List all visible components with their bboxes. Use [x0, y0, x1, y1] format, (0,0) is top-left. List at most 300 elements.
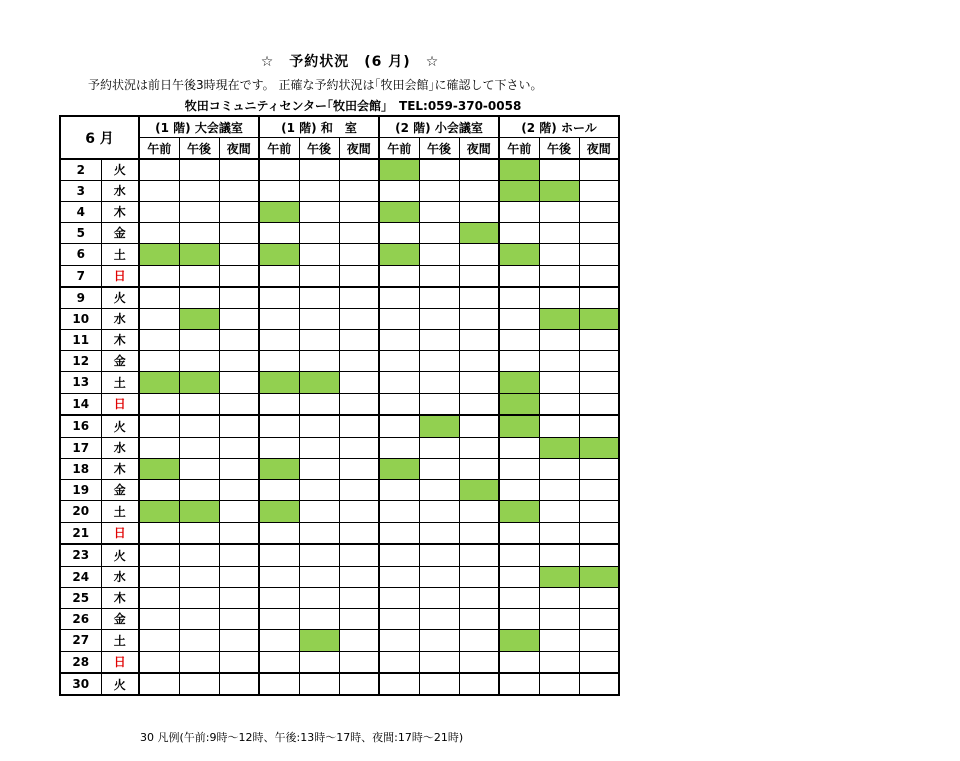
free-slot-cell: [459, 587, 499, 608]
free-slot-cell: [299, 608, 339, 629]
free-slot-cell: [259, 651, 299, 673]
free-slot-cell: [139, 222, 179, 243]
table-row: [60, 608, 619, 629]
booked-slot-cell: [499, 393, 539, 415]
booked-slot-cell: [139, 458, 179, 479]
free-slot-cell: [339, 308, 379, 329]
date-cell: 17: [60, 437, 101, 458]
free-slot-cell: [299, 329, 339, 350]
free-slot-cell: [339, 159, 379, 180]
free-slot-cell: [539, 350, 579, 371]
free-slot-cell: [219, 566, 259, 587]
free-slot-cell: [339, 479, 379, 500]
free-slot-cell: [339, 587, 379, 608]
free-slot-cell: [419, 180, 459, 201]
booked-slot-cell: [499, 243, 539, 265]
free-slot-cell: [219, 243, 259, 265]
free-slot-cell: [139, 159, 179, 180]
free-slot-cell: [219, 587, 259, 608]
free-slot-cell: [259, 329, 299, 350]
free-slot-cell: [179, 651, 219, 673]
free-slot-cell: [539, 544, 579, 566]
booked-slot-cell: [179, 371, 219, 393]
free-slot-cell: [459, 651, 499, 673]
free-slot-cell: [259, 308, 299, 329]
free-slot-cell: [579, 265, 619, 287]
free-slot-cell: [459, 500, 499, 522]
free-slot-cell: [339, 544, 379, 566]
booked-slot-cell: [259, 371, 299, 393]
slot-header-morning: 午前: [139, 138, 179, 160]
free-slot-cell: [379, 629, 419, 651]
free-slot-cell: [579, 371, 619, 393]
table-row: [60, 265, 619, 287]
booked-slot-cell: [259, 500, 299, 522]
table-row: [60, 500, 619, 522]
booked-slot-cell: [139, 371, 179, 393]
slot-header-night: 夜間: [219, 138, 259, 160]
free-slot-cell: [419, 371, 459, 393]
free-slot-cell: [179, 393, 219, 415]
table-row: [60, 522, 619, 544]
free-slot-cell: [219, 415, 259, 437]
free-slot-cell: [339, 651, 379, 673]
weekday-cell: 金: [101, 350, 139, 371]
booked-slot-cell: [179, 243, 219, 265]
free-slot-cell: [339, 201, 379, 222]
free-slot-cell: [299, 651, 339, 673]
free-slot-cell: [299, 587, 339, 608]
table-row: [60, 243, 619, 265]
free-slot-cell: [219, 479, 259, 500]
free-slot-cell: [339, 371, 379, 393]
date-cell: 10: [60, 308, 101, 329]
free-slot-cell: [339, 287, 379, 308]
free-slot-cell: [219, 222, 259, 243]
free-slot-cell: [179, 587, 219, 608]
free-slot-cell: [179, 629, 219, 651]
weekday-cell: 日: [101, 393, 139, 415]
free-slot-cell: [259, 287, 299, 308]
free-slot-cell: [419, 437, 459, 458]
free-slot-cell: [139, 544, 179, 566]
free-slot-cell: [499, 350, 539, 371]
slot-header-night: 夜間: [579, 138, 619, 160]
free-slot-cell: [219, 287, 259, 308]
free-slot-cell: [219, 544, 259, 566]
weekday-cell: 火: [101, 287, 139, 308]
free-slot-cell: [539, 651, 579, 673]
weekday-cell: 木: [101, 458, 139, 479]
free-slot-cell: [139, 651, 179, 673]
free-slot-cell: [339, 629, 379, 651]
free-slot-cell: [179, 180, 219, 201]
free-slot-cell: [379, 393, 419, 415]
free-slot-cell: [539, 479, 579, 500]
table-row: [60, 587, 619, 608]
free-slot-cell: [539, 608, 579, 629]
table-row: [60, 308, 619, 329]
free-slot-cell: [579, 522, 619, 544]
free-slot-cell: [339, 608, 379, 629]
free-slot-cell: [179, 479, 219, 500]
slot-header-night: 夜間: [339, 138, 379, 160]
page-title: ☆ 予約状況 (6 月) ☆: [260, 54, 440, 70]
free-slot-cell: [179, 608, 219, 629]
booked-slot-cell: [539, 180, 579, 201]
free-slot-cell: [179, 544, 219, 566]
booked-slot-cell: [259, 458, 299, 479]
table-row: [60, 673, 619, 695]
free-slot-cell: [459, 329, 499, 350]
free-slot-cell: [499, 608, 539, 629]
free-slot-cell: [579, 243, 619, 265]
free-slot-cell: [259, 673, 299, 695]
free-slot-cell: [499, 437, 539, 458]
free-slot-cell: [139, 479, 179, 500]
free-slot-cell: [259, 350, 299, 371]
status-note: 予約状況は前日午後3時現在です。 正確な予約状況は｢牧田会館｣に確認して下さい。: [88, 78, 543, 92]
slot-header-morning: 午前: [379, 138, 419, 160]
room-header-japanese-room: (1 階) 和 室: [259, 116, 379, 138]
free-slot-cell: [379, 437, 419, 458]
month-header: 6 月: [60, 116, 139, 159]
schedule-body: [60, 159, 619, 695]
free-slot-cell: [179, 415, 219, 437]
booked-slot-cell: [179, 308, 219, 329]
free-slot-cell: [299, 222, 339, 243]
free-slot-cell: [219, 458, 259, 479]
free-slot-cell: [219, 201, 259, 222]
free-slot-cell: [339, 265, 379, 287]
weekday-cell: 火: [101, 673, 139, 695]
weekday-cell: 土: [101, 500, 139, 522]
free-slot-cell: [459, 458, 499, 479]
free-slot-cell: [459, 437, 499, 458]
weekday-cell: 水: [101, 308, 139, 329]
free-slot-cell: [419, 265, 459, 287]
free-slot-cell: [539, 222, 579, 243]
table-row: [60, 371, 619, 393]
booked-slot-cell: [259, 201, 299, 222]
free-slot-cell: [579, 458, 619, 479]
free-slot-cell: [499, 222, 539, 243]
free-slot-cell: [579, 651, 619, 673]
free-slot-cell: [379, 608, 419, 629]
free-slot-cell: [339, 329, 379, 350]
free-slot-cell: [299, 458, 339, 479]
room-header-hall: (2 階) ホール: [499, 116, 619, 138]
weekday-cell: 日: [101, 651, 139, 673]
date-cell: 25: [60, 587, 101, 608]
free-slot-cell: [379, 371, 419, 393]
free-slot-cell: [139, 522, 179, 544]
free-slot-cell: [579, 180, 619, 201]
free-slot-cell: [499, 651, 539, 673]
free-slot-cell: [299, 479, 339, 500]
free-slot-cell: [579, 415, 619, 437]
free-slot-cell: [219, 329, 259, 350]
free-slot-cell: [259, 159, 299, 180]
free-slot-cell: [219, 629, 259, 651]
free-slot-cell: [179, 673, 219, 695]
free-slot-cell: [259, 587, 299, 608]
free-slot-cell: [259, 479, 299, 500]
free-slot-cell: [419, 608, 459, 629]
free-slot-cell: [299, 522, 339, 544]
free-slot-cell: [539, 201, 579, 222]
free-slot-cell: [379, 479, 419, 500]
table-row: [60, 479, 619, 500]
free-slot-cell: [379, 500, 419, 522]
free-slot-cell: [579, 222, 619, 243]
free-slot-cell: [419, 222, 459, 243]
free-slot-cell: [299, 180, 339, 201]
table-row: [60, 329, 619, 350]
free-slot-cell: [219, 437, 259, 458]
free-slot-cell: [379, 287, 419, 308]
booked-slot-cell: [499, 629, 539, 651]
free-slot-cell: [259, 544, 299, 566]
free-slot-cell: [139, 437, 179, 458]
free-slot-cell: [459, 566, 499, 587]
room-header-large-hall: (1 階) 大会議室: [139, 116, 259, 138]
free-slot-cell: [219, 371, 259, 393]
table-row: [60, 566, 619, 587]
free-slot-cell: [379, 544, 419, 566]
booked-slot-cell: [499, 415, 539, 437]
free-slot-cell: [419, 159, 459, 180]
date-cell: 13: [60, 371, 101, 393]
free-slot-cell: [219, 393, 259, 415]
date-cell: 7: [60, 265, 101, 287]
free-slot-cell: [379, 651, 419, 673]
table-row: [60, 458, 619, 479]
free-slot-cell: [499, 458, 539, 479]
free-slot-cell: [499, 308, 539, 329]
free-slot-cell: [179, 458, 219, 479]
free-slot-cell: [379, 308, 419, 329]
weekday-cell: 火: [101, 544, 139, 566]
free-slot-cell: [299, 265, 339, 287]
free-slot-cell: [259, 393, 299, 415]
free-slot-cell: [419, 329, 459, 350]
free-slot-cell: [419, 651, 459, 673]
booked-slot-cell: [539, 437, 579, 458]
weekday-cell: 土: [101, 243, 139, 265]
free-slot-cell: [339, 350, 379, 371]
booked-slot-cell: [419, 415, 459, 437]
free-slot-cell: [339, 393, 379, 415]
free-slot-cell: [539, 393, 579, 415]
free-slot-cell: [299, 437, 339, 458]
weekday-cell: 木: [101, 329, 139, 350]
free-slot-cell: [579, 629, 619, 651]
free-slot-cell: [139, 629, 179, 651]
free-slot-cell: [539, 673, 579, 695]
weekday-cell: 日: [101, 522, 139, 544]
free-slot-cell: [459, 159, 499, 180]
free-slot-cell: [299, 308, 339, 329]
free-slot-cell: [299, 350, 339, 371]
free-slot-cell: [499, 522, 539, 544]
free-slot-cell: [459, 243, 499, 265]
free-slot-cell: [219, 673, 259, 695]
date-cell: 24: [60, 566, 101, 587]
date-cell: 11: [60, 329, 101, 350]
booked-slot-cell: [459, 479, 499, 500]
free-slot-cell: [299, 673, 339, 695]
free-slot-cell: [499, 479, 539, 500]
weekday-cell: 火: [101, 159, 139, 180]
free-slot-cell: [419, 566, 459, 587]
room-header-small-meeting-room: (2 階) 小会議室: [379, 116, 499, 138]
slot-header-afternoon: 午後: [419, 138, 459, 160]
free-slot-cell: [379, 587, 419, 608]
free-slot-cell: [459, 415, 499, 437]
free-slot-cell: [539, 500, 579, 522]
free-slot-cell: [219, 265, 259, 287]
free-slot-cell: [139, 415, 179, 437]
date-cell: 16: [60, 415, 101, 437]
booked-slot-cell: [379, 243, 419, 265]
weekday-cell: 水: [101, 437, 139, 458]
free-slot-cell: [299, 415, 339, 437]
free-slot-cell: [299, 287, 339, 308]
weekday-cell: 木: [101, 587, 139, 608]
legend-text: 30 凡例(午前:9時～12時、午後:13時～17時、夜間:17時～21時): [140, 731, 464, 744]
free-slot-cell: [259, 437, 299, 458]
free-slot-cell: [259, 265, 299, 287]
free-slot-cell: [339, 522, 379, 544]
free-slot-cell: [379, 415, 419, 437]
free-slot-cell: [299, 500, 339, 522]
free-slot-cell: [579, 544, 619, 566]
free-slot-cell: [139, 673, 179, 695]
date-cell: 19: [60, 479, 101, 500]
booked-slot-cell: [499, 500, 539, 522]
booked-slot-cell: [539, 308, 579, 329]
weekday-cell: 土: [101, 629, 139, 651]
slot-header-afternoon: 午後: [539, 138, 579, 160]
table-row: [60, 393, 619, 415]
free-slot-cell: [419, 393, 459, 415]
free-slot-cell: [259, 629, 299, 651]
date-cell: 6: [60, 243, 101, 265]
free-slot-cell: [579, 608, 619, 629]
free-slot-cell: [219, 608, 259, 629]
date-cell: 27: [60, 629, 101, 651]
free-slot-cell: [579, 393, 619, 415]
free-slot-cell: [459, 629, 499, 651]
free-slot-cell: [339, 222, 379, 243]
free-slot-cell: [219, 500, 259, 522]
free-slot-cell: [139, 608, 179, 629]
free-slot-cell: [459, 180, 499, 201]
free-slot-cell: [179, 522, 219, 544]
contact-info: 牧田コミュニティセンター｢牧田会館｣ TEL:059-370-0058: [184, 99, 522, 113]
free-slot-cell: [419, 522, 459, 544]
free-slot-cell: [179, 437, 219, 458]
booked-slot-cell: [179, 500, 219, 522]
free-slot-cell: [179, 350, 219, 371]
free-slot-cell: [459, 673, 499, 695]
free-slot-cell: [539, 287, 579, 308]
table-row: [60, 544, 619, 566]
date-cell: 12: [60, 350, 101, 371]
free-slot-cell: [379, 522, 419, 544]
free-slot-cell: [259, 608, 299, 629]
free-slot-cell: [339, 500, 379, 522]
date-cell: 14: [60, 393, 101, 415]
free-slot-cell: [339, 458, 379, 479]
weekday-cell: 金: [101, 222, 139, 243]
free-slot-cell: [219, 522, 259, 544]
reservation-table: [59, 115, 620, 696]
free-slot-cell: [539, 329, 579, 350]
free-slot-cell: [179, 287, 219, 308]
free-slot-cell: [459, 393, 499, 415]
free-slot-cell: [379, 350, 419, 371]
free-slot-cell: [539, 265, 579, 287]
free-slot-cell: [579, 159, 619, 180]
table-row: [60, 180, 619, 201]
booked-slot-cell: [259, 243, 299, 265]
slot-header-afternoon: 午後: [179, 138, 219, 160]
slot-header-morning: 午前: [259, 138, 299, 160]
free-slot-cell: [419, 587, 459, 608]
free-slot-cell: [339, 243, 379, 265]
free-slot-cell: [579, 479, 619, 500]
free-slot-cell: [419, 350, 459, 371]
free-slot-cell: [139, 393, 179, 415]
booked-slot-cell: [579, 437, 619, 458]
date-cell: 5: [60, 222, 101, 243]
free-slot-cell: [539, 243, 579, 265]
free-slot-cell: [419, 500, 459, 522]
booked-slot-cell: [299, 629, 339, 651]
table-row: [60, 437, 619, 458]
free-slot-cell: [299, 243, 339, 265]
free-slot-cell: [139, 329, 179, 350]
free-slot-cell: [179, 566, 219, 587]
free-slot-cell: [339, 673, 379, 695]
free-slot-cell: [419, 479, 459, 500]
free-slot-cell: [219, 180, 259, 201]
free-slot-cell: [259, 566, 299, 587]
free-slot-cell: [539, 629, 579, 651]
table-row: [60, 415, 619, 437]
date-cell: 20: [60, 500, 101, 522]
booked-slot-cell: [379, 201, 419, 222]
free-slot-cell: [459, 350, 499, 371]
date-cell: 18: [60, 458, 101, 479]
free-slot-cell: [219, 159, 259, 180]
free-slot-cell: [459, 201, 499, 222]
booked-slot-cell: [499, 159, 539, 180]
free-slot-cell: [539, 587, 579, 608]
booked-slot-cell: [579, 566, 619, 587]
date-cell: 9: [60, 287, 101, 308]
weekday-cell: 土: [101, 371, 139, 393]
free-slot-cell: [179, 222, 219, 243]
table-row: [60, 350, 619, 371]
free-slot-cell: [419, 458, 459, 479]
booked-slot-cell: [459, 222, 499, 243]
booked-slot-cell: [299, 371, 339, 393]
booked-slot-cell: [379, 458, 419, 479]
free-slot-cell: [179, 201, 219, 222]
